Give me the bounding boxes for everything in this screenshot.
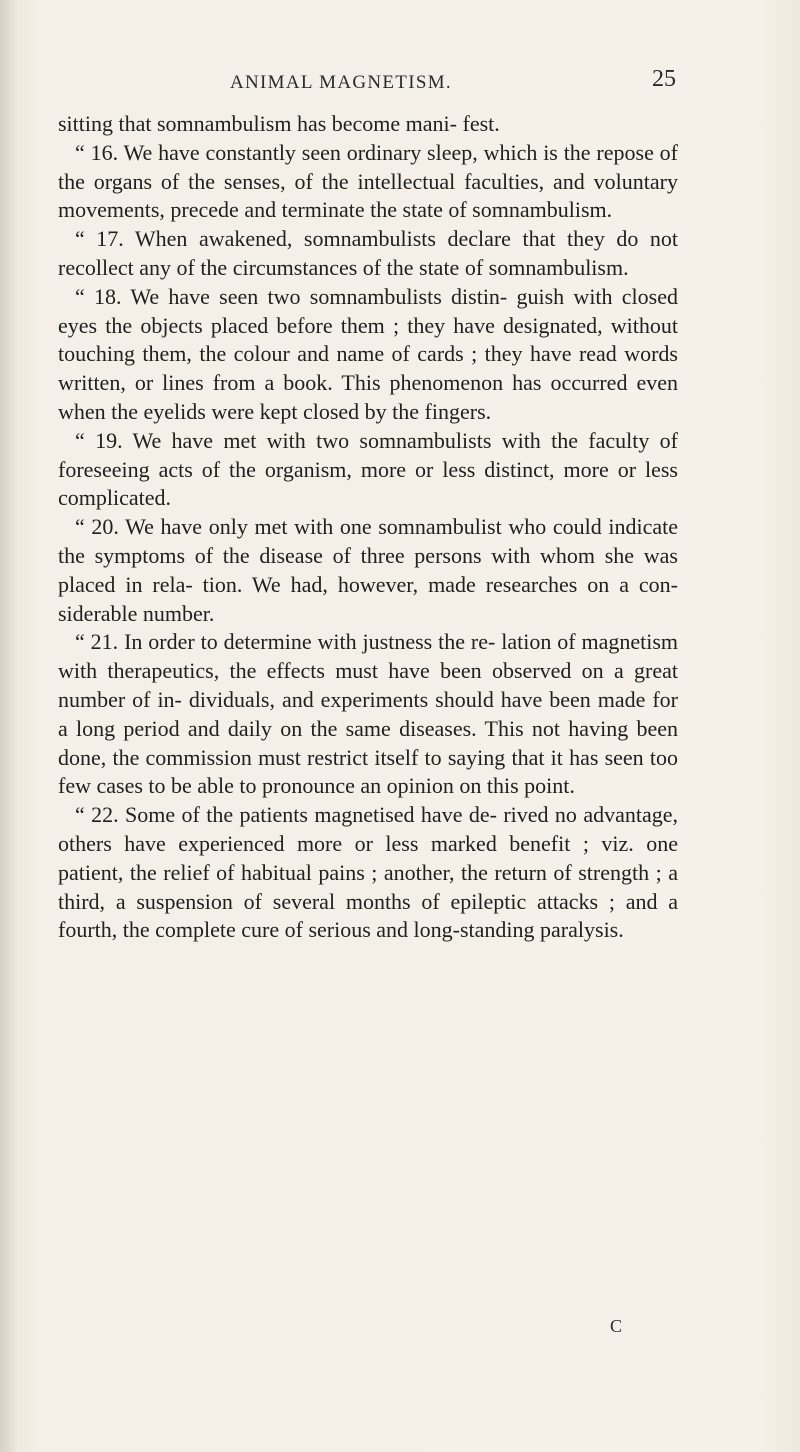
paragraph-19: “ 19. We have met with two somnambulists with the faculty of foreseeing acts of the organism, more or less distinct, more or less complicated. bbox=[58, 427, 678, 511]
paragraph-18: “ 18. We have seen two somnambulists distin- guish with closed eyes the objects placed before them ; they have designated, without touching them, the colour and name of cards ; they have read words written, or lines from a book. This phenomenon has occurred even when the eyelids were kept closed by the fingers. bbox=[58, 283, 678, 424]
page-number: 25 bbox=[652, 66, 676, 92]
paragraph-continuation: sitting that somnambulism has become mani- fest. bbox=[58, 111, 500, 136]
paragraph-17: “ 17. When awakened, somnambulists declare that they do not recollect any of the circumstances of the state of somnambulism. bbox=[58, 226, 678, 280]
paragraph-20: “ 20. We have only met with one somnambulist who could indicate the symptoms of the disease of three persons with whom she was placed in rela- tion. We had, however, made researches on a con- siderable number. bbox=[58, 514, 678, 626]
body-text bbox=[58, 110, 678, 945]
binding-shadow bbox=[0, 0, 18, 1452]
paragraph-22: “ 22. Some of the patients magnetised have de- rived no advantage, others have experienced more or less marked benefit ; viz. one patient, the relief of habitual pains ; another, the return of strength ; a third, a suspension of several months of epileptic attacks ; and a fourth, the complete cure of serious and long-standing paralysis. bbox=[58, 802, 678, 943]
paragraph-16: “ 16. We have constantly seen ordinary sleep, which is the repose of the organs of the senses, of the intellectual faculties, and voluntary movements, precede and terminate the state of somnambulism. bbox=[58, 139, 678, 223]
running-head-title: ANIMAL MAGNETISM. bbox=[230, 72, 452, 93]
paragraph-21: “ 21. In order to determine with justness the re- lation of magnetism with therapeutics, the effects must have been observed on a great number of in- dividuals, and experiments should have been made for a long period and daily on the same diseases. This not having been done, the commission must restrict itself to saying that it has seen too few cases to be able to pronounce an opinion on this point. bbox=[58, 629, 678, 799]
signature-mark: C bbox=[610, 1316, 623, 1336]
